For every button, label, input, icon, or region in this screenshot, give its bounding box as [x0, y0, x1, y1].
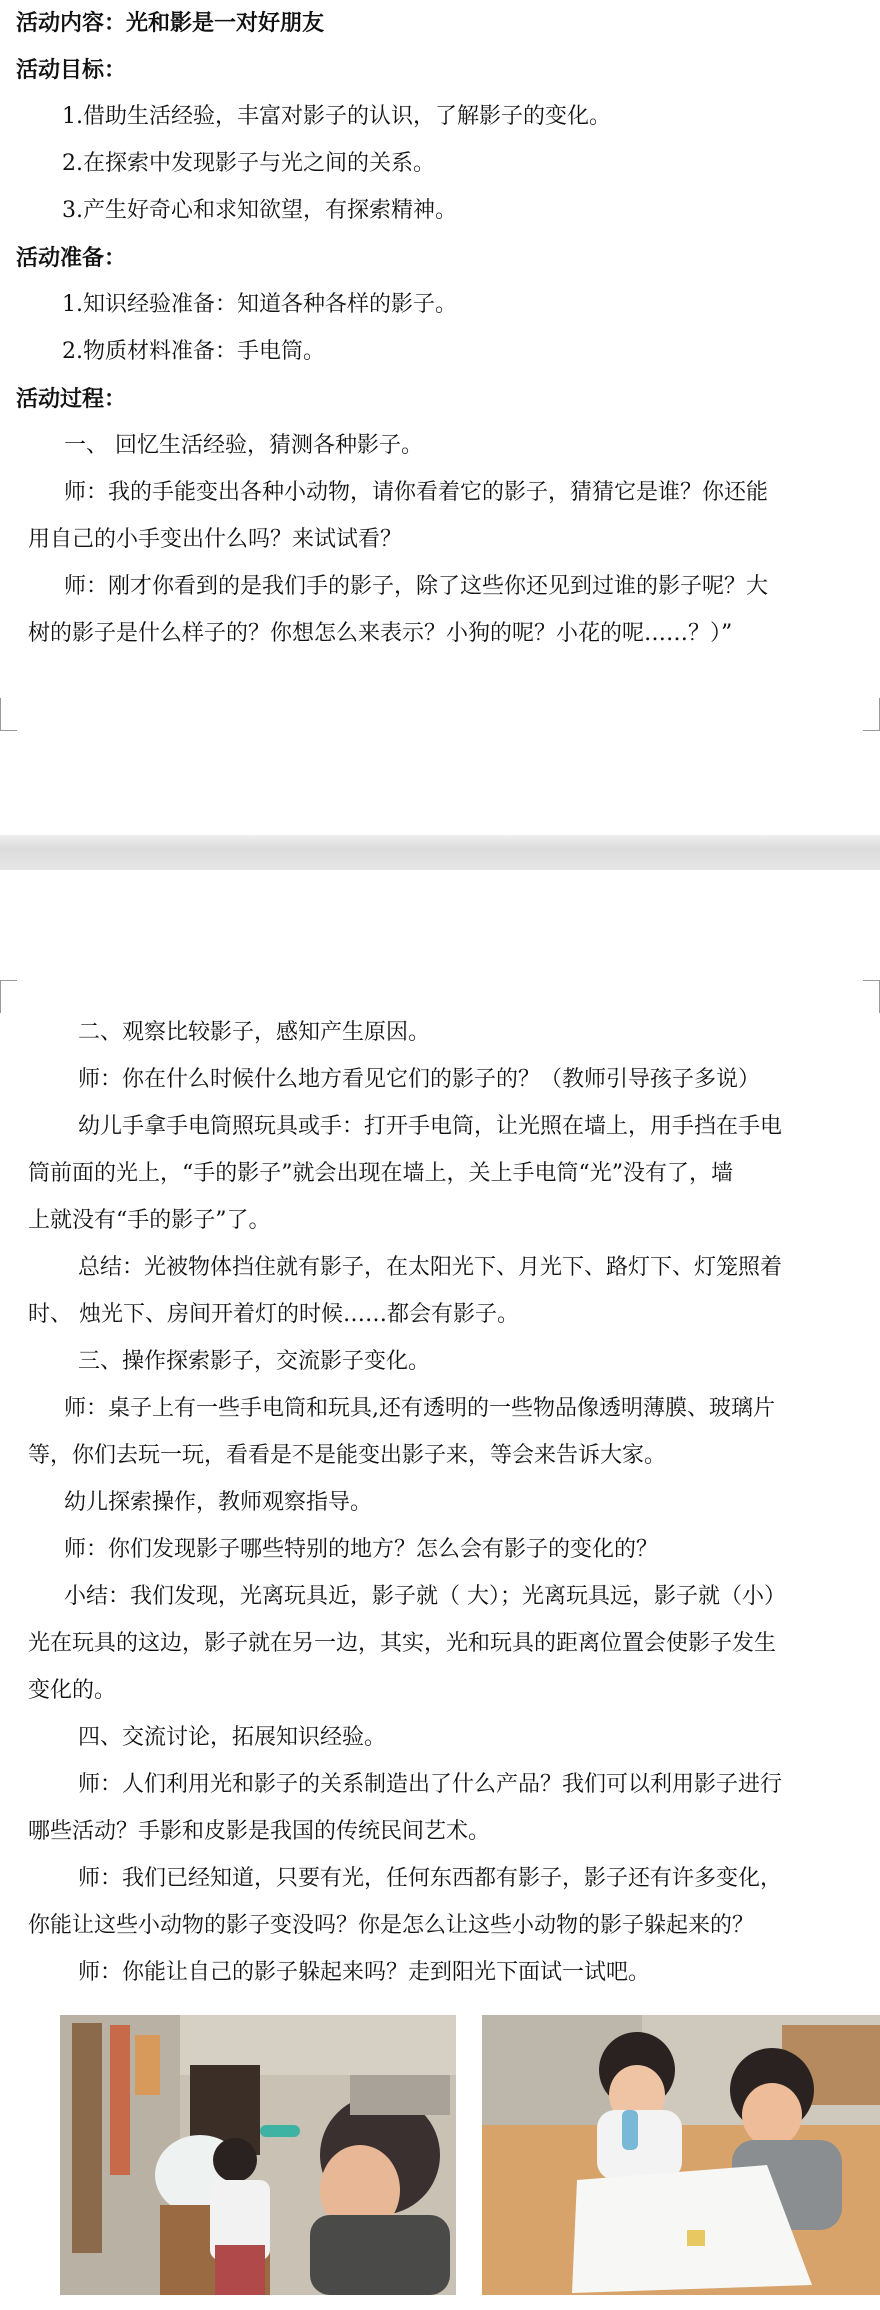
- activity-title: 活动内容：光和影是一对好朋友: [16, 10, 325, 36]
- document-page-2: [0, 870, 880, 2310]
- paragraph-line: 幼儿探索操作，教师观察指导。: [64, 1490, 373, 1515]
- document-page-1: [0, 0, 880, 835]
- paragraph-line: 师：你在什么时候什么地方看见它们的影子的？（教师引导孩子多说）: [78, 1067, 761, 1092]
- page-margin-corner-mark: [863, 698, 880, 731]
- prep-item: 1.知识经验准备：知道各种各样的影子。: [62, 292, 457, 317]
- paragraph-line: 时、 烛光下、房间开着灯的时候……都会有影子。: [28, 1302, 519, 1327]
- process-step-heading: 四、交流讨论，拓展知识经验。: [78, 1725, 387, 1750]
- goal-item: 2.在探索中发现影子与光之间的关系。: [62, 151, 435, 176]
- paragraph-line: 树的影子是什么样子的？你想怎么来表示？小狗的呢？小花的呢……？）”: [28, 621, 733, 646]
- prep-item: 2.物质材料准备：手电筒。: [62, 339, 325, 364]
- paragraph-line: 光在玩具的这边，影子就在另一边，其实，光和玩具的距离位置会使影子发生: [28, 1631, 777, 1656]
- page-margin-corner-mark: [0, 698, 17, 731]
- paragraph-line: 师：我的手能变出各种小动物，请你看着它的影子，猜猜它是谁？你还能: [64, 480, 769, 505]
- table-shadow-photo: [482, 2015, 880, 2295]
- paragraph-line: 师：桌子上有一些手电筒和玩具,还有透明的一些物品像透明薄膜、玻璃片: [64, 1396, 775, 1421]
- paragraph-line: 师：我们已经知道，只要有光，任何东西都有影子，影子还有许多变化，: [78, 1866, 783, 1891]
- goal-item: 3.产生好奇心和求知欲望，有探索精神。: [62, 198, 457, 223]
- paragraph-line: 幼儿手拿手电筒照玩具或手：打开手电筒，让光照在墙上，用手挡在手电: [78, 1114, 783, 1139]
- paragraph-line: 筒前面的光上，“手的影子”就会出现在墙上，关上手电筒“光”没有了，墙: [28, 1161, 733, 1186]
- process-step-heading: 二、观察比较影子，感知产生原因。: [78, 1020, 431, 1045]
- paragraph-line: 等，你们去玩一玩，看看是不是能变出影子来，等会来告诉大家。: [28, 1443, 667, 1468]
- paragraph-line: 哪些活动？手影和皮影是我国的传统民间艺术。: [28, 1819, 491, 1844]
- paragraph-line: 师：刚才你看到的是我们手的影子，除了这些你还见到过谁的影子呢？大: [64, 574, 769, 599]
- page-separator: [0, 835, 880, 870]
- page-margin-corner-mark: [863, 980, 880, 1013]
- paragraph-line: 总结：光被物体挡住就有影子，在太阳光下、月光下、路灯下、灯笼照着: [78, 1255, 783, 1280]
- prep-heading: 活动准备：: [16, 245, 127, 271]
- paragraph-line: 变化的。: [28, 1678, 117, 1703]
- page-margin-corner-mark: [0, 980, 17, 1013]
- goals-heading: 活动目标：: [16, 57, 127, 83]
- process-step-heading: 三、操作探索影子，交流影子变化。: [78, 1349, 431, 1374]
- process-step-heading: 一、 回忆生活经验，猜测各种影子。: [64, 433, 423, 458]
- paragraph-line: 师：你们发现影子哪些特别的地方？怎么会有影子的变化的？: [64, 1537, 659, 1562]
- paragraph-line: 小结：我们发现，光离玩具近，影子就（ 大）；光离玩具远，影子就（小）: [64, 1584, 786, 1609]
- goal-item: 1.借助生活经验，丰富对影子的认识，了解影子的变化。: [62, 104, 611, 129]
- paragraph-line: 用自己的小手变出什么吗？来试试看？: [28, 527, 403, 552]
- paragraph-line: 你能让这些小动物的影子变没吗？你是怎么让这些小动物的影子躲起来的？: [28, 1913, 755, 1938]
- process-heading: 活动过程：: [16, 386, 127, 412]
- classroom-flashlight-photo: [60, 2015, 456, 2295]
- paragraph-line: 上就没有“手的影子”了。: [28, 1208, 271, 1233]
- paragraph-line: 师：人们利用光和影子的关系制造出了什么产品？我们可以利用影子进行: [78, 1772, 783, 1797]
- paragraph-line: 师：你能让自己的影子躲起来吗？走到阳光下面试一试吧。: [78, 1960, 651, 1985]
